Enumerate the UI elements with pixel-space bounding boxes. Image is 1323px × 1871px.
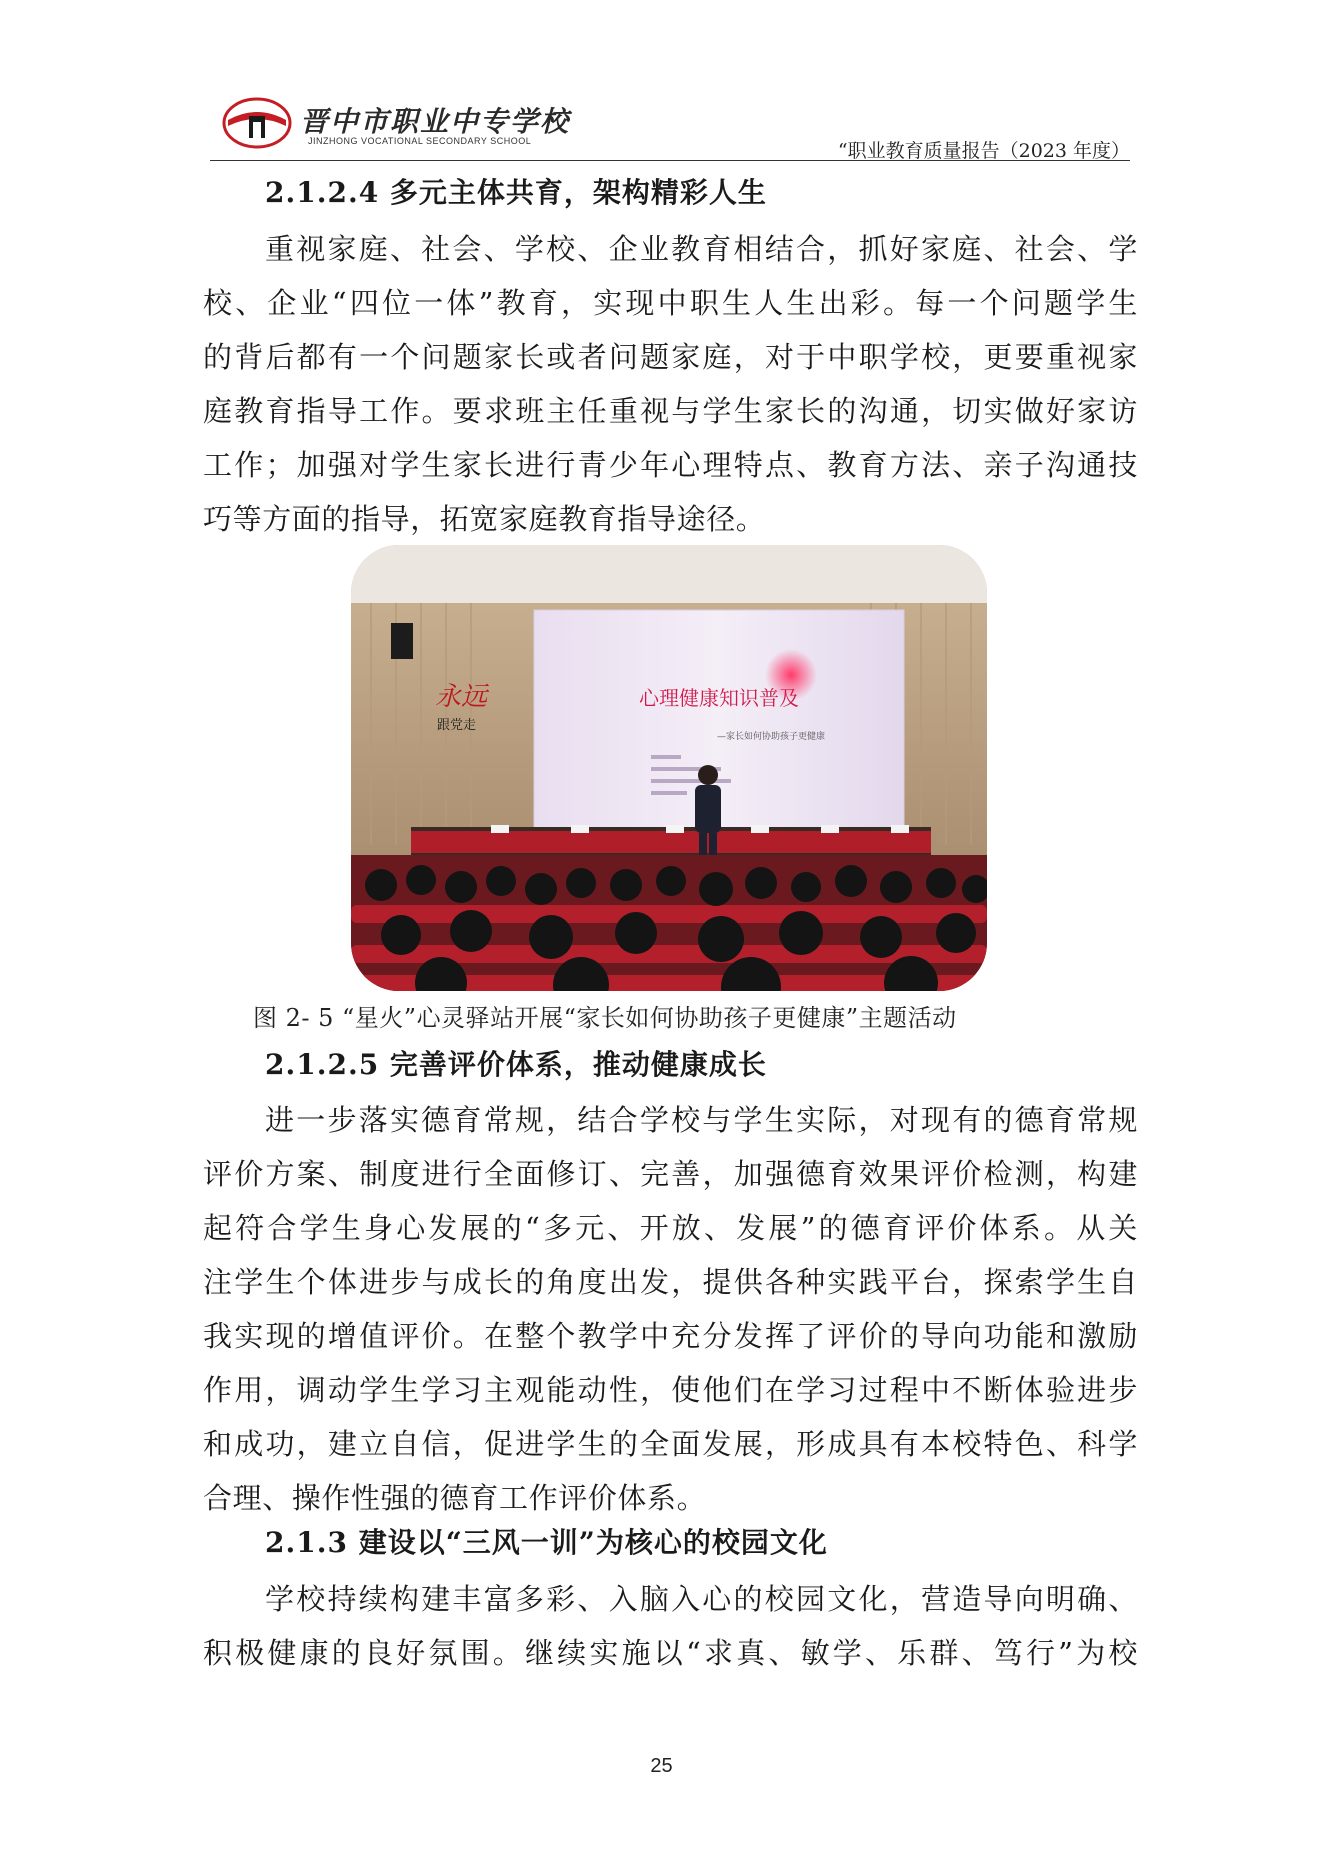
paragraph-2124 — [203, 222, 1138, 546]
text-line: 作用，调动学生学习主观能动性，使他们在学习过程中不断体验进步 — [203, 1373, 1138, 1407]
text-line: 合理、操作性强的德育工作评价体系。 — [203, 1481, 707, 1515]
text-line: 的背后都有一个问题家长或者问题家庭，对于中职学校，更要重视家 — [203, 340, 1138, 374]
text-line: 评价方案、制度进行全面修订、完善，加强德育效果评价检测，构建 — [203, 1157, 1138, 1191]
text-line: 工作；加强对学生家长进行青少年心理特点、教育方法、亲子沟通技 — [203, 448, 1138, 482]
figure-caption: 图 2- 5 “星火”心灵驿站开展“家长如何协助孩子更健康”主题活动 — [253, 1004, 957, 1032]
page-number: 25 — [650, 1755, 673, 1777]
page-header — [210, 88, 1130, 160]
text-line: 学校持续构建丰富多彩、入脑入心的校园文化，营造导向明确、 — [265, 1582, 1138, 1616]
auditorium-illustration — [351, 545, 987, 991]
school-name-cn: 晋中市职业中专学校 — [300, 105, 571, 138]
paragraph-2125 — [203, 1093, 1138, 1525]
wall-slogan-black: 跟党走 — [437, 718, 477, 733]
report-title: “职业教育质量报告（2023 年度） — [837, 140, 1130, 162]
screen-title: 心理健康知识普及 — [639, 686, 799, 710]
text-line: 重视家庭、社会、学校、企业教育相结合，抓好家庭、社会、学 — [265, 232, 1138, 266]
event-photo — [351, 545, 987, 991]
school-logo-icon — [222, 96, 292, 150]
section-heading-2124: 2.1.2.4 多元主体共育，架构精彩人生 — [265, 176, 767, 209]
text-line: 和成功，建立自信，促进学生的全面发展，形成具有本校特色、科学 — [203, 1427, 1138, 1461]
text-line: 庭教育指导工作。要求班主任重视与学生家长的沟通，切实做好家访 — [203, 394, 1138, 428]
school-name-en: JINZHONG VOCATIONAL SECONDARY SCHOOL — [308, 136, 532, 146]
screen-subtitle: —家长如何协助孩子更健康 — [716, 732, 826, 742]
section-heading-213: 2.1.3 建设以“三风一训”为核心的校园文化 — [265, 1526, 828, 1559]
section-heading-2125: 2.1.2.5 完善评价体系，推动健康成长 — [265, 1048, 767, 1081]
text-line: 积极健康的良好氛围。继续实施以“求真、敏学、乐群、笃行”为校 — [203, 1636, 1138, 1670]
wall-slogan-red: 永远 — [435, 682, 488, 712]
text-line: 进一步落实德育常规，结合学校与学生实际，对现有的德育常规 — [265, 1103, 1138, 1137]
text-line: 巧等方面的指导，拓宽家庭教育指导途径。 — [203, 502, 766, 536]
text-line: 校、企业“四位一体”教育，实现中职生人生出彩。每一个问题学生 — [203, 286, 1138, 320]
text-line: 注学生个体进步与成长的角度出发，提供各种实践平台，探索学生自 — [203, 1265, 1138, 1299]
header-divider — [210, 160, 1130, 161]
paragraph-213 — [203, 1572, 1138, 1680]
text-line: 起符合学生身心发展的“多元、开放、发展”的德育评价体系。从关 — [203, 1211, 1138, 1245]
text-line: 我实现的增值评价。在整个教学中充分发挥了评价的导向功能和激励 — [203, 1319, 1138, 1353]
